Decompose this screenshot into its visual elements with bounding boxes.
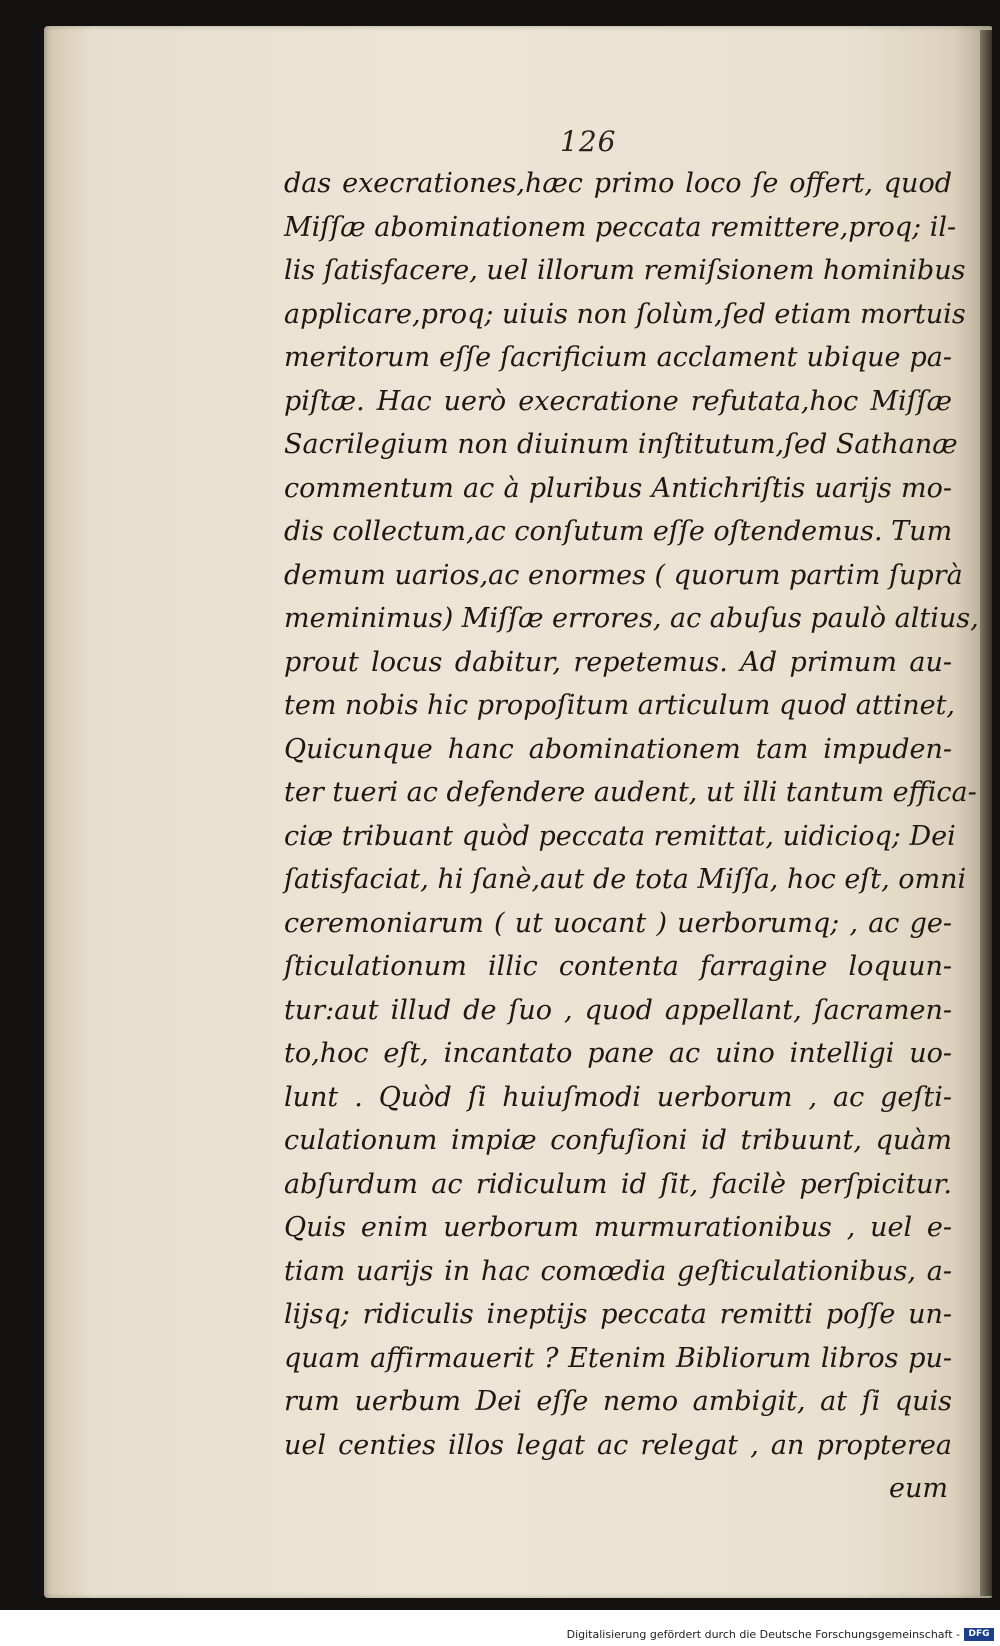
text-line: commentum ac à pluribus Antichriſtis uarijs mo- — [284, 472, 952, 504]
text-line: Miſſæ abominationem peccata remittere,proq; il- — [284, 211, 957, 243]
text-line: lis ſatisfacere, uel illorum remiſsionem hominibus — [284, 255, 966, 286]
text-line: dis collectum,ac conſutum eſſe oſtendemus. Tum — [284, 516, 953, 547]
text-line: ciæ tribuant quòd peccata remittat, uidicioq; Dei — [284, 820, 956, 852]
page-number: 126 — [560, 125, 617, 158]
text-line: ſticulationum illic contenta farragine loquun- — [284, 951, 952, 982]
dfg-logo: DFG — [964, 1628, 994, 1641]
text-line: Sacrilegium non diuinum inſtitutum,ſed Sathanæ — [284, 429, 958, 460]
catchword: eum — [889, 1473, 948, 1504]
text-line: tur:aut illud de ſuo , quod appellant, ſacramen- — [284, 994, 952, 1026]
text-line: quam affirmauerit ? Etenim Bibliorum libros pu- — [284, 1342, 952, 1374]
text-line: culationum impiæ confuſioni id tribuunt, quàm — [284, 1125, 952, 1156]
text-line: das execrationes,hæc primo loco ſe offert, quod — [284, 168, 952, 199]
text-line: rum uerbum Dei eſſe nemo ambigit, at ſi quis — [284, 1386, 952, 1417]
text-line: tiam uarijs in hac comœdia geſticulationibus, a- — [284, 1255, 952, 1287]
text-line: Quis enim uerborum murmurationibus , uel e- — [284, 1212, 952, 1243]
text-line: meminimus) Miſſæ errores, ac abuſus paulò altius, — [284, 603, 979, 634]
text-line: lunt . Quòd ſi huiuſmodi uerborum , ac geſti- — [284, 1081, 952, 1113]
text-line: Quicunque hanc abominationem tam impuden- — [284, 733, 952, 765]
text-line: meritorum eſſe ſacrificium acclament ubique pa- — [284, 342, 952, 373]
text-line: ceremoniarum ( ut uocant ) uerborumq; , ac ge- — [284, 907, 952, 939]
text-line: lijsq; ridiculis ineptijs peccata remitti poſſe un- — [284, 1299, 952, 1330]
text-line: abſurdum ac ridiculum id ſit, facilè perſpicitur. — [284, 1168, 952, 1200]
text-line: prout locus dabitur, repetemus. Ad primum au- — [284, 646, 952, 678]
text-body — [284, 162, 979, 1511]
text-line: uel centies illos legat ac relegat , an propterea — [284, 1429, 952, 1461]
text-line: to,hoc eſt, incantato pane ac uino intelligi uo- — [284, 1038, 952, 1069]
text-line: applicare,proq; uiuis non ſolùm,ſed etiam mortuis — [284, 298, 966, 330]
text-line: ter tueri ac defendere audent, ut illi tantum effica- — [284, 777, 977, 808]
page-edge — [980, 30, 992, 1596]
text-line: tem nobis hic propoſitum articulum quod attinet, — [284, 690, 956, 721]
text-line: demum uarios,ac enormes ( quorum partim ſuprà — [284, 559, 963, 591]
funding-notice: Digitalisierung gefördert durch die Deutsche Forschungsgemeinschaft - — [566, 1628, 960, 1641]
text-line: ſatisfaciat, hi ſanè,aut de tota Miſſa, hoc eſt, omni — [284, 864, 967, 895]
text-line: piſtæ. Hac uerò execratione refutata,hoc Miſſæ — [284, 385, 952, 417]
